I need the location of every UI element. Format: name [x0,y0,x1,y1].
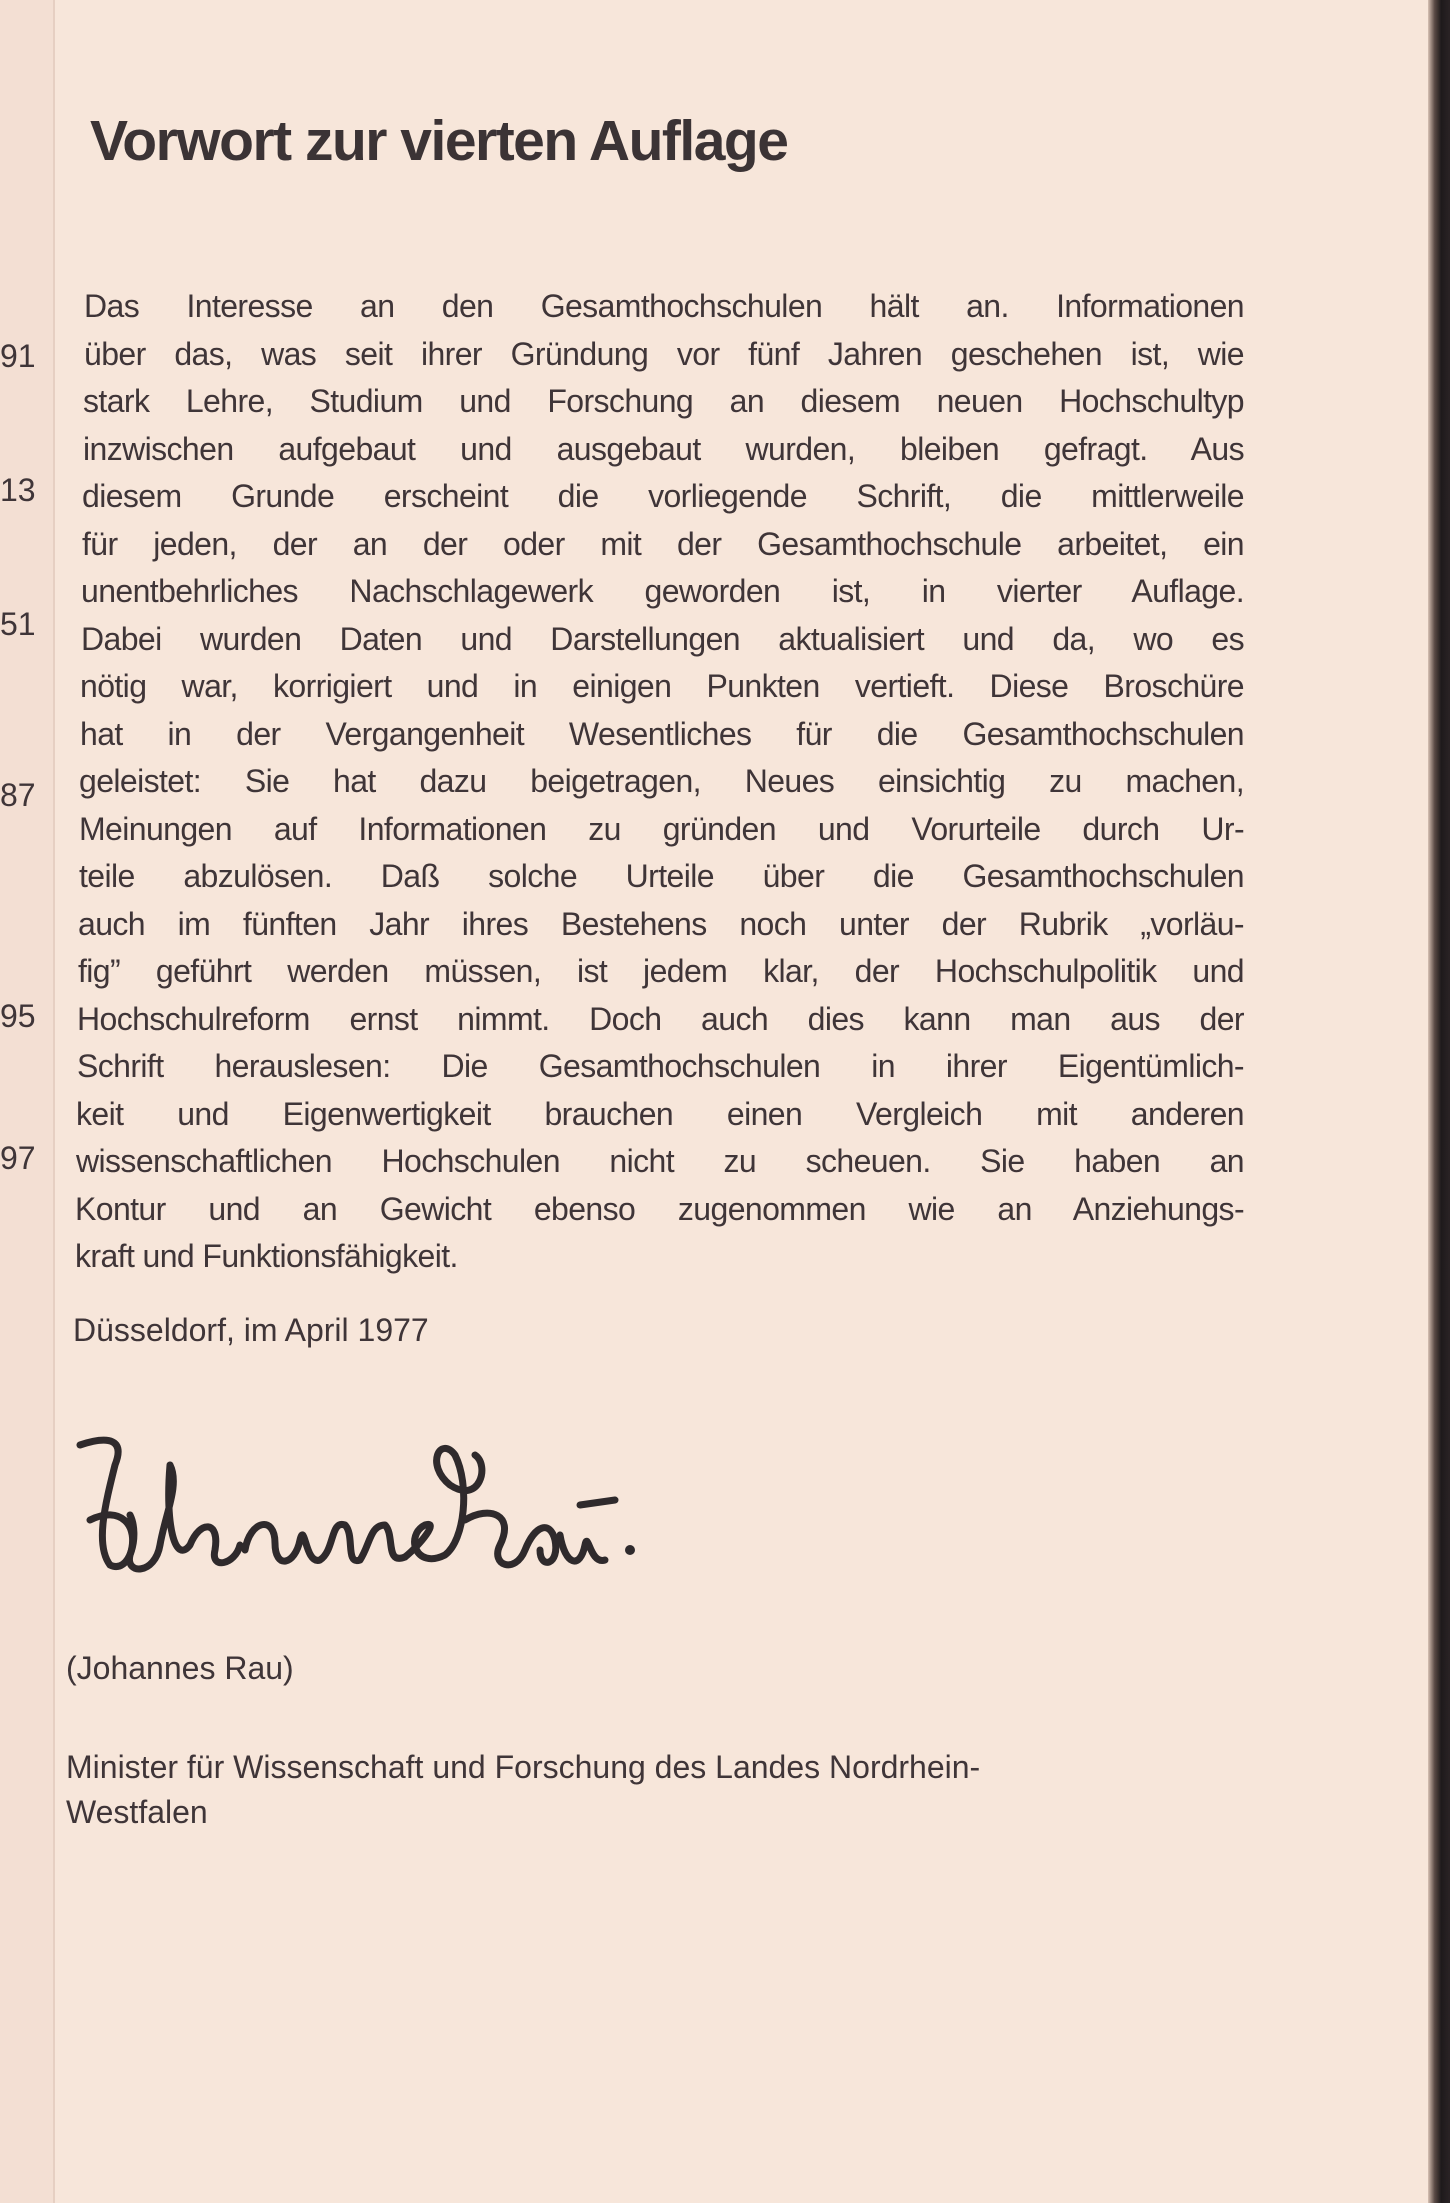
body-text-line: auch im fünften Jahr ihres Bestehens noch unter der Rubrik „vorläu- [78,905,1244,942]
body-text-line: Meinungen auf Informationen zu gründen und Vorurteile durch Ur- [79,810,1244,847]
margin-page-number: 97 [0,1140,36,1176]
body-text-line: Das Interesse an den Gesamthochschulen hält an. Informationen [84,288,1244,324]
body-text-line: stark Lehre, Studium und Forschung an diesem neuen Hochschultyp [83,383,1244,419]
date-line: Düsseldorf, im April 1977 [73,1312,429,1348]
margin-page-number: 87 [0,777,36,813]
body-text-line: unentbehrliches Nachschlagewerk geworden ist, in vierter Auflage. [81,573,1244,609]
body-text-line: Dabei wurden Daten und Darstellungen aktualisiert und da, wo es [81,620,1244,657]
signatory-title-line: Westfalen [66,1794,208,1830]
body-text-line: teile abzulösen. Daß solche Urteile über die Gesamthochschulen [79,858,1244,894]
body-text-line: Schrift herauslesen: Die Gesamthochschulen in ihrer Eigentümlich- [77,1048,1244,1084]
body-text-line: wissenschaftlichen Hochschulen nicht zu scheuen. Sie haben an [76,1143,1244,1179]
page-title: Vorwort zur vierten Auflage [90,109,788,173]
body-text-line: über das, was seit ihrer Gründung vor fünf Jahren geschehen ist, wie [84,335,1244,372]
signatory-title [66,1745,1246,1835]
signatory-title-line: Minister für Wissenschaft und Forschung des Landes Nordrhein- [66,1749,981,1785]
foreword-body [75,283,1244,1281]
margin-page-number: 91 [0,338,36,374]
body-text-line: fig” geführt werden müssen, ist jedem klar, der Hochschulpolitik und [78,953,1244,989]
margin-page-number: 51 [0,606,36,642]
body-text-line: Hochschulreform ernst nimmt. Doch auch dies kann man aus der [77,1000,1244,1037]
body-text-line: kraft und Funktionsfähigkeit. [75,1238,458,1274]
body-text-line: nötig war, korrigiert und in einigen Punkten vertieft. Diese Broschüre [80,668,1244,704]
body-text-line: für jeden, der an der oder mit der Gesamthochschule arbeitet, ein [82,525,1244,562]
signature [70,1425,730,1600]
body-text-line: hat in der Vergangenheit Wesentliches für die Gesamthochschulen [80,715,1244,752]
body-text-line: Kontur und an Gewicht ebenso zugenommen wie an Anziehungs- [75,1190,1244,1227]
margin-page-number: 95 [0,998,36,1034]
signatory-name: (Johannes Rau) [66,1650,294,1686]
margin-page-number: 13 [0,472,36,508]
body-text-line: diesem Grunde erscheint die vorliegende Schrift, die mittlerweile [82,478,1244,514]
page-edge-shadow [1428,0,1450,2203]
body-text-line: keit und Eigenwertigkeit brauchen einen Vergleich mit anderen [76,1095,1244,1132]
previous-page-margin [0,0,55,2203]
body-text-line: geleistet: Sie hat dazu beigetragen, Neues einsichtig zu machen, [79,763,1244,799]
body-text-line: inzwischen aufgebaut und ausgebaut wurden, bleiben gefragt. Aus [83,430,1244,467]
